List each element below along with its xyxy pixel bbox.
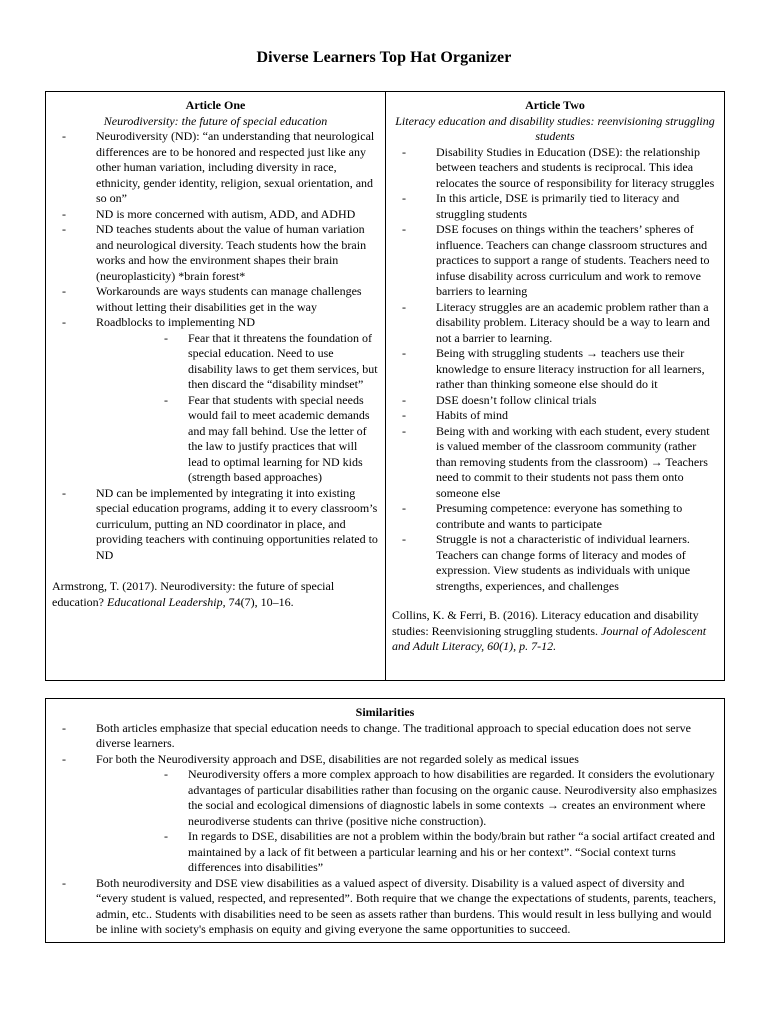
list-item: - In this article, DSE is primarily tied to literacy and struggling students xyxy=(392,191,718,222)
roadblocks-label: Roadblocks to implementing ND xyxy=(96,315,255,329)
list-item: - ND is more concerned with autism, ADD, and ADHD xyxy=(52,207,379,223)
article-one-column xyxy=(46,92,386,680)
article-two-citation xyxy=(392,608,718,655)
citation-volume: , 74(7), 10–16. xyxy=(222,594,294,609)
sub-list-item: - In regards to DSE, disabilities are not a problem within the body/brain but rather “a social artifact created and maintained by a lack of fit between a particular learning and his or her context”. “Social context turns differences into disabilities” xyxy=(96,829,718,876)
list-item: - ND teaches students about the value of human variation and neurological diversity. Teach students how the brain works and how the environment shapes their brain (neuroplasticity) *brain forest* xyxy=(52,222,379,284)
citation-journal: Journal of Adolescent and Adult Literacy, 60(1), p. 7-12. xyxy=(392,623,707,653)
list-item: - DSE focuses on things within the teachers’ spheres of influence. Teachers can change classroom structures and practices to support a range of students. Teachers need to infuse disability across curriculum and work to remove barriers to learning xyxy=(392,222,718,300)
document-title: Diverse Learners Top Hat Organizer xyxy=(256,49,512,66)
sub-list-item: - Fear that students with special needs would fail to meet academic demands and may fall behind. Use the letter of the law to justify practices that will lead to optimal learning for ND kids (strength based approaches) xyxy=(96,393,379,486)
list-item: - Being with and working with each student, every student is valued member of the classroom community (rather than removing students from the classroom) → Teachers need to commit to their students not pass them onto someone else xyxy=(392,424,718,502)
article-two-subtitle: Literacy education and disability studies: reenvisioning struggling students xyxy=(395,113,715,143)
list-item: - Literacy struggles are an academic problem rather than a disability problem. Literacy should be a way to learn and not a barrier to learning. xyxy=(392,300,718,347)
similarities-sub-list xyxy=(96,767,718,876)
article-one-subtitle: Neurodiversity: the future of special education xyxy=(103,113,328,128)
sub-list-item: - Neurodiversity offers a more complex approach to how disabilities are regarded. It considers the evolutionary advantages of particular disabilities rather than focusing on the organic cause. Neurodiversity also emphasizes the social and ecological dimensions of diagnostic labels in some contexts → creates an environment where neurodiverse students can thrive (positive niche construction). xyxy=(96,767,718,829)
list-item: - Being with struggling students → teachers use their knowledge to ensure literacy instruction for all learners, rather than thinking someone else should do it xyxy=(392,346,718,393)
article-one-list xyxy=(52,129,379,563)
list-item: - Both neurodiversity and DSE view disabilities as a valued aspect of diversity. Disability is a valued aspect of diversity and “every student is valued, respected, and represented”. Both require that we change the expectations of students, parents, teachers, admin, etc.. Students with disabilities need to be seen as assets rather than burdens. This would result in less bullying and would be inline with society's emphasis on equity and giving everyone the same opportunities to succeed. xyxy=(52,876,718,938)
list-item: - Presuming competence: everyone has something to contribute and wants to participate xyxy=(392,501,718,532)
list-item: - Workarounds are ways students can manage challenges without letting their disabilities get in the way xyxy=(52,284,379,315)
roadblocks-list xyxy=(96,331,379,486)
list-item: - Both articles emphasize that special education needs to change. The traditional approach to special education does not serve diverse learners. xyxy=(52,721,718,752)
similarities-heading: Similarities xyxy=(355,705,415,719)
list-item: - DSE doesn’t follow clinical trials xyxy=(392,393,718,409)
list-item: - Habits of mind xyxy=(392,408,718,424)
article-two-list xyxy=(392,145,718,595)
list-item xyxy=(52,752,718,876)
similarities-box xyxy=(45,698,725,943)
article-two-heading: Article Two xyxy=(525,98,585,112)
list-item: - ND can be implemented by integrating it into existing special education programs, adding it to every classroom’s curriculum, putting an ND coordinator in place, and providing teachers with continuing opportunities related to ND xyxy=(52,486,379,564)
list-item xyxy=(52,315,379,486)
citation-journal: Educational Leadership xyxy=(106,594,223,609)
sub-list-item: - Fear that it threatens the foundation of special education. Need to use disability laws to get them services, but then discard the “disability mindset” xyxy=(96,331,379,393)
article-one-heading: Article One xyxy=(185,98,246,112)
article-two-column xyxy=(386,92,724,680)
article-one-citation xyxy=(52,579,379,610)
articles-table xyxy=(45,91,725,681)
list-item: - Neurodiversity (ND): “an understanding that neurological differences are to be honored and respected just like any other human variation, including diversity in race, ethnicity, gender identity, religion, sexual orientation, and so on” xyxy=(52,129,379,207)
citation-text: Armstrong, T. (2017). Neurodiversity: the future of special education? xyxy=(52,579,335,609)
similarities-list xyxy=(52,721,718,938)
list-item: - Struggle is not a characteristic of individual learners. Teachers can change forms of literacy and modes of expression. View students as individuals with unique strengths, experiences, and challenges xyxy=(392,532,718,594)
list-item: - Disability Studies in Education (DSE): the relationship between teachers and students is reciprocal. This idea relocates the source of responsibility for literacy struggles xyxy=(392,145,718,192)
citation-text: Collins, K. & Ferri, B. (2016). Literacy education and disability studies: Reenvisioning struggling students. xyxy=(392,608,699,638)
similarities-medical-label: For both the Neurodiversity approach and DSE, disabilities are not regarded solely as medical issues xyxy=(96,751,579,766)
